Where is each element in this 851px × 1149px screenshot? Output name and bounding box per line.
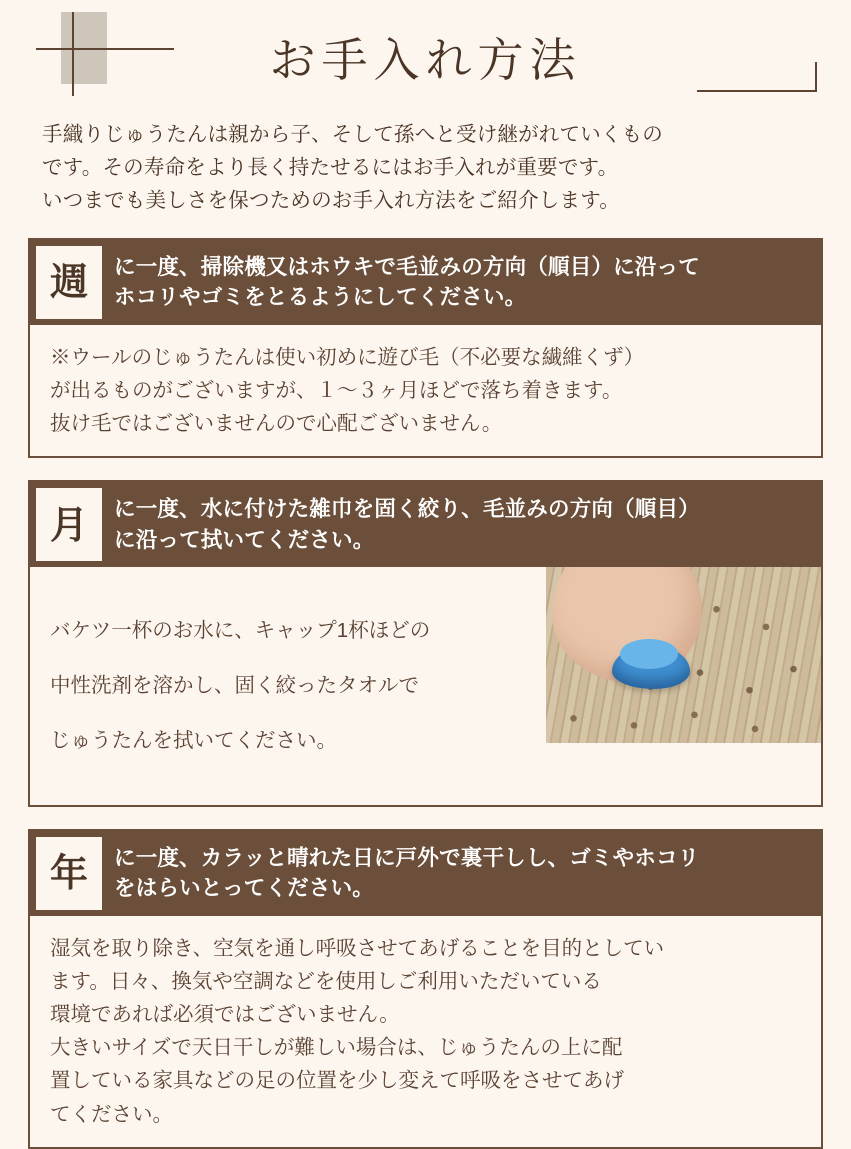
section-heading-text-yearly	[102, 831, 821, 916]
body-line-2: ます。日々、換気や空調などを使用しご利用いただいている	[50, 969, 602, 993]
section-heading-text-monthly	[102, 482, 821, 567]
section-body-monthly	[30, 567, 821, 804]
body-line-1: ※ウールのじゅうたんは使い初めに遊び毛（不必要な繊維くず）	[50, 345, 645, 369]
page-title: お手入れ方法	[269, 33, 582, 87]
page-header	[28, 0, 823, 118]
body-line-6: てください。	[50, 1102, 173, 1126]
body-line-5: 置している家具などの足の位置を少し変えて呼吸をさせてあげ	[50, 1069, 624, 1093]
section-heading-weekly	[30, 240, 821, 325]
heading-line-1: に一度、掃除機又はホウキで毛並みの方向（順目）に沿って	[114, 254, 700, 279]
intro-line-3: いつまでも美しさを保つためのお手入れ方法をご紹介します。	[42, 189, 620, 213]
care-section-weekly	[28, 238, 823, 459]
section-body-text-monthly	[30, 567, 546, 804]
frequency-badge-week: 週	[36, 246, 102, 319]
body-line-1: 湿気を取り除き、空気を通し呼吸させてあげることを目的としてい	[50, 936, 665, 960]
heading-line-1: に一度、カラッと晴れた日に戸外で裏干しし、ゴミやホコリ	[114, 845, 700, 870]
body-line-4: 大きいサイズで天日干しが難しい場合は、じゅうたんの上に配	[50, 1036, 623, 1060]
body-line-2: が出るものがございますが、１〜３ヶ月ほどで落ち着きます。	[50, 378, 623, 402]
body-line-3: じゅうたんを拭いてください。	[50, 728, 337, 752]
decorative-horizontal-rule-right	[697, 90, 817, 92]
heading-line-2: をはらいとってください。	[114, 876, 374, 901]
frequency-badge-month: 月	[36, 488, 102, 561]
care-section-monthly	[28, 480, 823, 806]
care-section-yearly	[28, 829, 823, 1149]
heading-line-2: に沿って拭いてください。	[114, 527, 375, 552]
body-line-3: 抜け毛ではございませんので心配ございません。	[50, 412, 503, 436]
section-body-yearly	[30, 916, 821, 1147]
body-line-3: 環境であれば必須ではございません。	[50, 1003, 400, 1027]
heading-line-1: に一度、水に付けた雑巾を固く絞り、毛並みの方向（順目）	[114, 497, 700, 522]
intro-paragraph	[42, 118, 823, 218]
heading-line-2: ホコリやゴミをとるようにしてください。	[114, 285, 527, 310]
intro-line-1: 手織りじゅうたんは親から子、そして孫へと受け継がれていくもの	[42, 123, 663, 146]
section-body-weekly	[30, 325, 821, 457]
intro-line-2: です。その寿命をより長く持たせるにはお手入れが重要です。	[42, 156, 619, 180]
body-line-1: バケツ一杯のお水に、キャップ1杯ほどの	[50, 618, 431, 642]
body-line-2: 中性洗剤を溶かし、固く絞ったタオルで	[50, 673, 419, 697]
section-heading-yearly	[30, 831, 821, 916]
frequency-badge-year: 年	[36, 837, 102, 910]
section-heading-text-weekly	[102, 240, 821, 325]
section-heading-monthly	[30, 482, 821, 567]
rug-cleaning-photo	[546, 567, 821, 743]
